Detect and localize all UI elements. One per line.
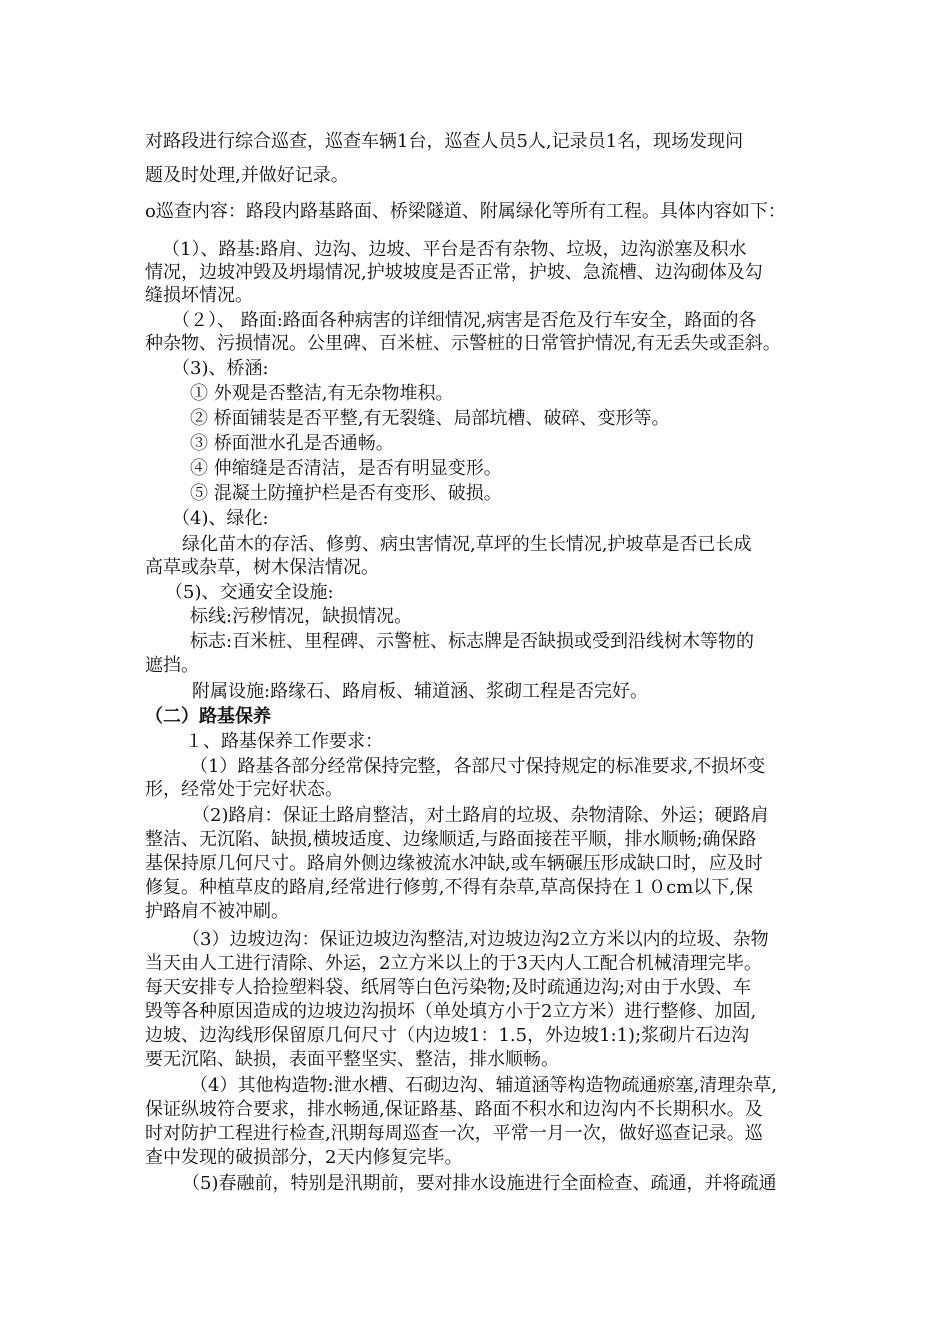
text-line: 种杂物、污损情况。公里碑、百米桩、示警桩的日常管护情况,有无丢失或歪斜。 xyxy=(145,333,781,354)
text-line: （4)、绿化: xyxy=(172,508,269,529)
text-line: 标线:污秽情况，缺损情况。 xyxy=(190,606,413,627)
text-line: （3）边坡边沟：保证边坡边沟整洁,对边坡边沟2立方米以内的垃圾、杂物 xyxy=(182,929,769,950)
text-line: 对路段进行综合巡查，巡查车辆1台，巡查人员5人,记录员1名，现场发现问 xyxy=(145,131,744,152)
list-item: ① 外观是否整洁,有无杂物堆积。 xyxy=(190,383,454,404)
text-line: 基保持原几何尺寸。路肩外侧边缘被流水冲缺,或车辆碾压形成缺口时，应及时 xyxy=(145,853,763,874)
text-line: 形，经常处于完好状态。 xyxy=(145,779,343,800)
text-line: 缝损坏情况。 xyxy=(145,285,253,306)
text-line: （4）其他构造物:泄水槽、石砌边沟、辅道涵等构造物疏通瘀塞,清理杂草, xyxy=(190,1075,777,1096)
text-line: （1）、路基:路肩、边沟、边坡、平台是否有杂物、垃圾，边沟淤塞及积水 xyxy=(162,239,747,260)
text-line: （5)春融前，特别是汛期前，要对排水设施进行全面检查、疏通，并将疏通 xyxy=(182,1173,777,1194)
text-line: o巡查内容：路段内路基路面、桥梁隧道、附属绿化等所有工程。具体内容如下： xyxy=(145,201,786,222)
text-line: （3)、桥涵: xyxy=(172,358,269,379)
text-line: 护路肩不被冲刷。 xyxy=(145,901,289,922)
text-line: 要无沉陷、缺损，表面平整坚实、整洁，排水顺畅。 xyxy=(145,1049,559,1070)
list-item: ⑤ 混凝土防撞护栏是否有变形、破损。 xyxy=(190,483,502,504)
text-line: 当天由人工进行清除、外运，2立方米以上的于3天内人工配合机械清理完毕。 xyxy=(145,953,762,974)
text-line: 标志:百米桩、里程碑、示警桩、标志牌是否缺损或受到沿线树木等物的 xyxy=(190,631,755,652)
text-line: 遮挡。 xyxy=(145,655,199,676)
section-heading: （二）路基保养 xyxy=(145,706,271,727)
text-line: 附属设施:路缘石、路肩板、辅道涵、浆砌工程是否完好。 xyxy=(192,681,649,702)
subsection-heading: １、路基保养工作要求： xyxy=(185,731,383,752)
text-line: 毁等各种原因造成的边坡边沟损坏（单处填方小于2立方米）进行整修、加固, xyxy=(145,1001,757,1022)
text-line: 保证纵坡符合要求，排水畅通,保证路基、路面不积水和边沟内不长期积水。及 xyxy=(145,1099,763,1120)
list-item: ③ 桥面泄水孔是否通畅。 xyxy=(190,433,394,454)
text-line: 题及时处理,并做好记录。 xyxy=(145,165,349,186)
text-line: 时对防护工程进行检查,汛期每周巡查一次，平常一月一次，做好巡查记录。巡 xyxy=(145,1123,763,1144)
text-line: 修复。种植草皮的路肩,经常进行修剪,不得有杂草,草高保持在１０cm以下,保 xyxy=(145,877,754,898)
text-line: 查中发现的破损部分，2天内修复完毕。 xyxy=(145,1147,463,1168)
text-line: 每天安排专人拾捡塑料袋、纸屑等白色污染物;及时疏通边沟;对由于水毁、车 xyxy=(145,977,752,998)
text-line: （2)路肩：保证土路肩整洁，对土路肩的垃圾、杂物清除、外运；硬路肩 xyxy=(192,805,769,826)
text-line: 高草或杂草，树木保洁情况。 xyxy=(145,557,379,578)
list-item: ④ 伸缩缝是否清洁，是否有明显变形。 xyxy=(190,458,502,479)
text-line: 情况，边坡冲毁及坍塌情况,护坡坡度是否正常，护坡、急流槽、边沟砌体及勾 xyxy=(145,262,763,283)
text-line: 绿化苗木的存活、修剪、病虫害情况,草坪的生长情况,护坡草是否已长成 xyxy=(182,534,752,555)
text-line: （5)、交通安全设施: xyxy=(165,582,334,603)
text-line: （1）路基各部分经常保持完整，各部尺寸保持规定的标准要求,不损坏变 xyxy=(190,756,766,777)
text-line: （２）、 路面:路面各种病害的详细情况,病害是否危及行车安全，路面的各 xyxy=(172,310,757,331)
text-line: 整洁、无沉陷、缺损,横坡适度、边缘顺适,与路面接茬平顺，排水顺畅;确保路 xyxy=(145,829,757,850)
text-line: 边坡、边沟线形保留原几何尺寸（内边坡1：1.5，外边坡1:1);浆砌片石边沟 xyxy=(145,1025,750,1046)
list-item: ② 桥面铺装是否平整,有无裂缝、局部坑槽、破碎、变形等。 xyxy=(190,408,670,429)
